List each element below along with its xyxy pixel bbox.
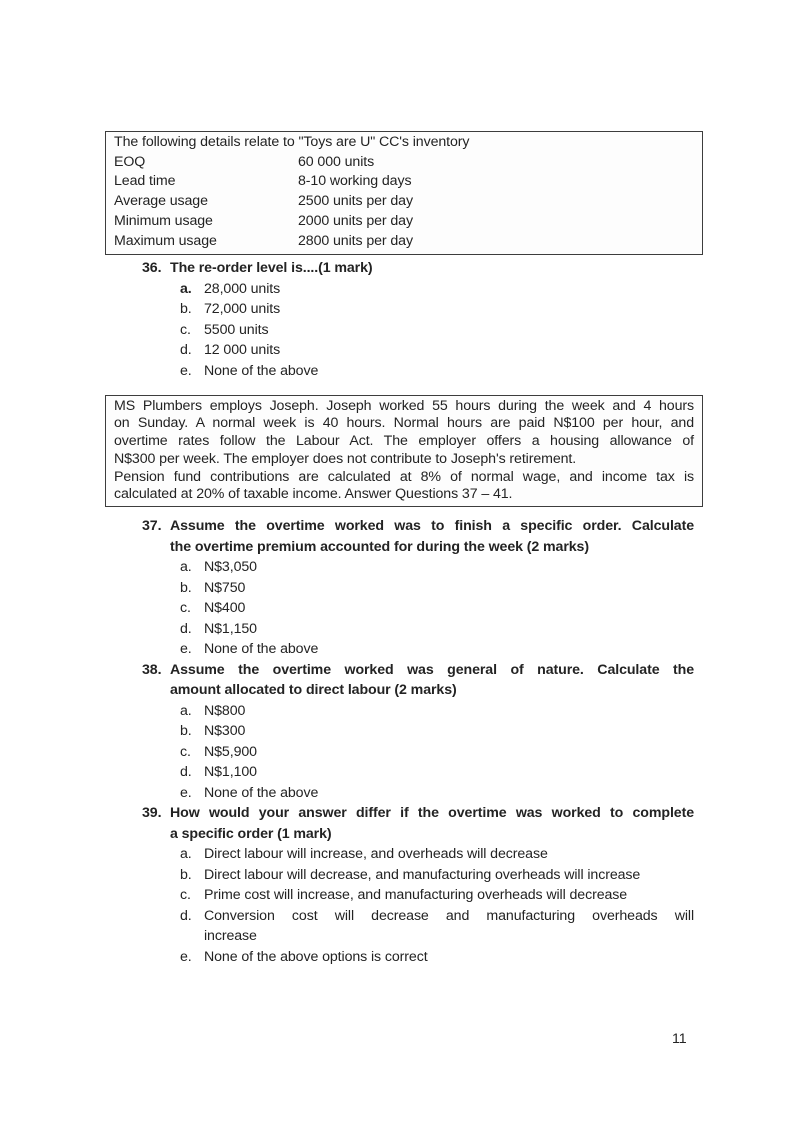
option-row <box>142 701 694 722</box>
option-text: None of the above options is correct <box>204 948 428 965</box>
question-38-header <box>142 660 694 701</box>
option-letter: a. <box>180 702 192 719</box>
option-letter: c. <box>180 600 191 616</box>
option-letter: e. <box>180 948 192 965</box>
inventory-details-box <box>105 131 703 255</box>
inventory-label: Average usage <box>114 193 208 210</box>
question-text: The re-order level is....(1 mark) <box>170 260 373 276</box>
inventory-box-title: The following details relate to "Toys are U" CC's inventory <box>114 134 470 150</box>
question-number: 37. <box>142 518 162 534</box>
scenario-line: on Sunday. A normal week is 40 hours. Normal hours are paid N$100 per hour, and <box>114 415 694 432</box>
inventory-row <box>114 232 694 252</box>
question-36-header <box>142 258 694 279</box>
scenario-line: Pension fund contributions are calculated at 8% of normal wage, and income tax is <box>114 468 694 485</box>
option-letter: e. <box>180 641 192 657</box>
option-text: N$3,050 <box>204 559 257 575</box>
question-text-line: Assume the overtime worked was to finish a specific order. Calculate <box>170 518 694 534</box>
option-text: 12 000 units <box>204 342 281 358</box>
inventory-label: Minimum usage <box>114 212 213 229</box>
question-text <box>170 660 694 701</box>
option-letter: b. <box>180 579 192 596</box>
option-row <box>142 639 694 660</box>
inventory-value: 60 000 units <box>298 153 375 170</box>
option-text: Direct labour will increase, and overheads will decrease <box>204 846 548 862</box>
option-row <box>142 742 694 763</box>
scenario-line: calculated at 20% of taxable income. Answer Questions 37 – 41. <box>114 486 513 503</box>
option-row <box>142 299 694 320</box>
option-letter: b. <box>180 866 192 883</box>
question-number: 39. <box>142 805 162 821</box>
question-text-line: amount allocated to direct labour (2 marks) <box>170 682 457 698</box>
option-row <box>142 844 694 865</box>
question-text <box>170 516 694 557</box>
option-text <box>204 906 694 947</box>
inventory-row <box>114 172 694 192</box>
inventory-label: EOQ <box>114 153 146 170</box>
inventory-row <box>114 212 694 232</box>
question-text <box>170 803 694 844</box>
question-number: 36. <box>142 260 162 276</box>
option-row <box>142 557 694 578</box>
option-letter: d. <box>180 764 192 780</box>
option-text: N$5,900 <box>204 743 257 760</box>
option-row <box>142 865 694 886</box>
option-text-line: Conversion cost will decrease and manufacturing overheads will <box>204 907 694 924</box>
option-letter: e. <box>180 784 192 801</box>
question-39-header <box>142 803 694 844</box>
scenario-line: N$300 per week. The employer does not contribute to Joseph's retirement. <box>114 450 577 467</box>
option-row <box>142 783 694 804</box>
option-row <box>142 885 694 906</box>
option-text: 28,000 units <box>204 280 281 297</box>
question-37-header <box>142 516 694 557</box>
option-text: N$1,150 <box>204 620 257 637</box>
option-row <box>142 279 694 300</box>
option-text: Prime cost will increase, and manufacturing overheads will decrease <box>204 887 628 903</box>
option-letter: b. <box>180 301 192 317</box>
option-letter: e. <box>180 362 192 379</box>
inventory-label: Maximum usage <box>114 232 217 249</box>
option-text: N$1,100 <box>204 764 257 780</box>
page-number: 11 <box>672 1031 687 1047</box>
question-number: 38. <box>142 661 162 678</box>
question-text-line: Assume the overtime worked was general of nature. Calculate the <box>170 661 694 678</box>
inventory-row <box>114 192 694 212</box>
option-letter: d. <box>180 342 192 358</box>
option-text: 5500 units <box>204 321 269 338</box>
option-row <box>142 906 694 947</box>
option-text: None of the above <box>204 784 319 801</box>
option-row <box>142 320 694 341</box>
questions-37-39 <box>105 516 694 967</box>
option-text: 72,000 units <box>204 301 281 317</box>
option-letter: a. <box>180 559 192 575</box>
option-letter: c. <box>180 321 191 338</box>
option-text: N$400 <box>204 600 246 616</box>
scenario-line: MS Plumbers employs Joseph. Joseph worked 55 hours during the week and 4 hours <box>114 397 694 414</box>
option-text: N$750 <box>204 579 246 596</box>
option-row <box>142 721 694 742</box>
inventory-value: 2800 units per day <box>298 232 413 249</box>
option-letter: c. <box>180 887 191 903</box>
option-text: None of the above <box>204 641 319 657</box>
option-row <box>142 598 694 619</box>
option-row <box>142 619 694 640</box>
option-row <box>142 947 694 968</box>
option-row <box>142 762 694 783</box>
inventory-label: Lead time <box>114 173 176 190</box>
question-text-line: a specific order (1 mark) <box>170 825 332 842</box>
option-letter: b. <box>180 723 192 739</box>
inventory-row <box>114 153 694 173</box>
option-letter: c. <box>180 743 191 760</box>
option-letter: a. <box>180 280 192 297</box>
option-text: None of the above <box>204 362 319 379</box>
question-36 <box>105 258 694 381</box>
option-text-line: increase <box>204 928 257 944</box>
option-text: N$800 <box>204 702 246 719</box>
option-row <box>142 340 694 361</box>
option-letter: a. <box>180 846 192 862</box>
inventory-value: 2500 units per day <box>298 193 413 210</box>
inventory-value: 2000 units per day <box>298 212 413 229</box>
option-text: Direct labour will decrease, and manufacturing overheads will increase <box>204 866 641 883</box>
option-letter: d. <box>180 620 192 637</box>
option-row <box>142 361 694 382</box>
inventory-value: 8-10 working days <box>298 173 412 190</box>
option-text: N$300 <box>204 723 246 739</box>
question-text-line: the overtime premium accounted for during the week (2 marks) <box>170 538 589 555</box>
question-text-line: How would your answer differ if the overtime was worked to complete <box>170 805 694 821</box>
scenario-box <box>105 395 703 507</box>
option-letter: d. <box>180 907 192 924</box>
option-row <box>142 578 694 599</box>
scenario-line: overtime rates follow the Labour Act. The employer offers a housing allowance of <box>114 433 694 450</box>
